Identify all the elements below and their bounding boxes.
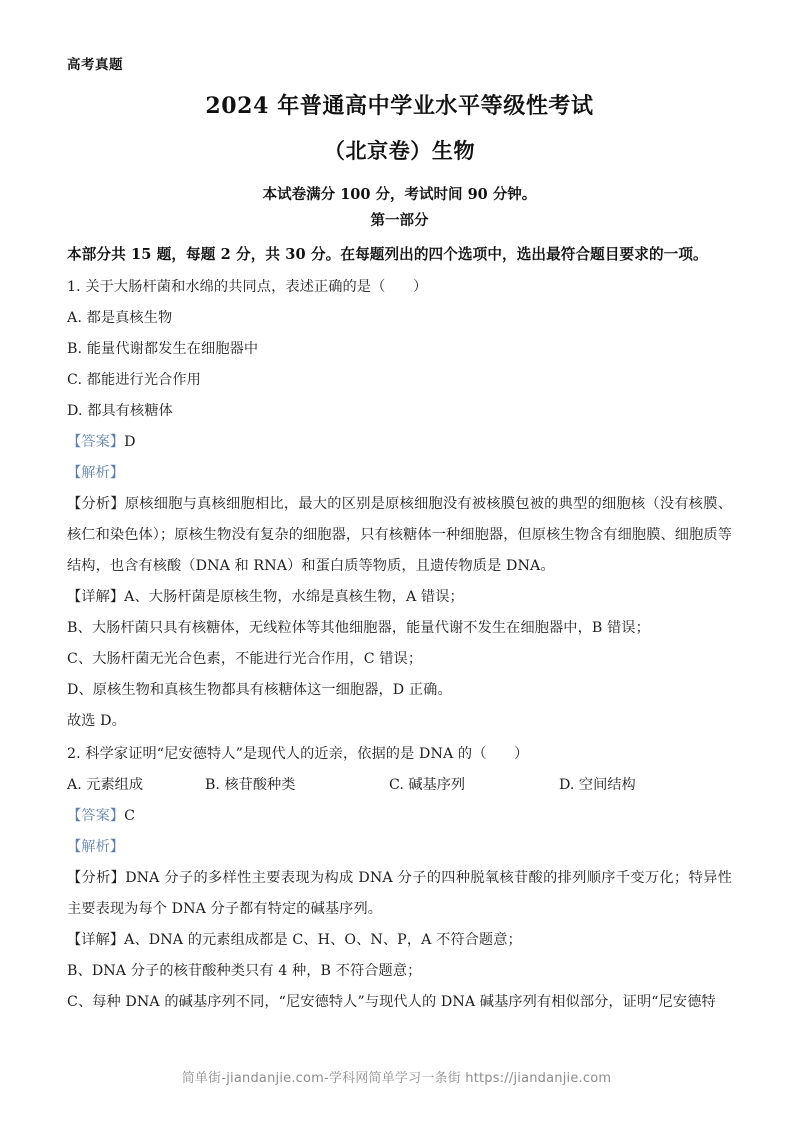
question-2-options-row <box>67 770 732 801</box>
question-2-analysis-row <box>67 832 732 863</box>
analysis-label: 【解析】 <box>67 465 125 481</box>
question-2-stem: 2. 科学家证明“尼安德特人”是现代人的近亲，依据的是 DNA 的（ ） <box>67 746 529 762</box>
question-2-option-d[interactable]: D. 空间结构 <box>559 777 636 793</box>
question-1-option-c[interactable]: C. 都能进行光合作用 <box>67 372 201 388</box>
question-1-stem: 1. 关于大肠杆菌和水绵的共同点，表述正确的是（ ） <box>67 279 428 295</box>
analysis-label: 【解析】 <box>67 839 125 855</box>
question-1-option-b[interactable]: B. 能量代谢都发生在细胞器中 <box>67 341 259 357</box>
section-instruction: 本部分共 15 题，每题 2 分，共 30 分。在每题列出的四个选项中，选出最符合题目要求的一项。 <box>67 246 708 263</box>
question-2-answer-value: C <box>124 808 136 824</box>
question-2-detail-line-2: B、DNA 分子的核苷酸种类只有 4 种，B 不符合题意； <box>67 963 422 979</box>
question-2-detail-line-1: 【详解】A、DNA 的元素组成都是 C、H、O、N、P，A 不符合题意； <box>67 932 522 948</box>
question-2-option-b[interactable]: B. 核苷酸种类 <box>205 777 296 793</box>
question-1-detail-line-2: B、大肠杆菌只具有核糖体，无线粒体等其他细胞器，能量代谢不发生在细胞器中，B 错误； <box>67 620 650 636</box>
question-1-detail-line-4: D、原核生物和真核生物都具有核糖体这一细胞器，D 正确。 <box>67 682 452 698</box>
question-1-analysis-row <box>67 458 732 489</box>
section-part-title: 第一部分 <box>370 212 429 229</box>
exam-info-line: 本试卷满分 100 分，考试时间 90 分钟。 <box>262 186 537 203</box>
answer-label: 【答案】 <box>67 434 125 450</box>
question-2-detail-line-3: C、每种 DNA 的碱基序列不同，“尼安德特人”与现代人的 DNA 碱基序列有相似部分，证明“尼安德特 <box>67 994 716 1010</box>
footer-watermark: 简单街-jiandanjie.com-学科网简单学习一条街 https://jiandanjie.com <box>181 1071 612 1086</box>
question-1-answer-row <box>67 427 732 458</box>
page-title: 2024 年普通高中学业水平等级性考试 <box>205 93 594 119</box>
question-1-detail-line-3: C、大肠杆菌无光合色素，不能进行光合作用，C 错误； <box>67 651 423 667</box>
page-subtitle: （北京卷）生物 <box>323 138 476 163</box>
question-1-analyze-paragraph: 【分析】原核细胞与真核细胞相比，最大的区别是原核细胞没有被核膜包被的典型的细胞核（没有核膜、核仁和染色体）；原核生物没有复杂的细胞器，只有核糖体一种细胞器，但原核生物含有细胞膜、细胞质等结构，也含有核酸（DNA 和 RNA）和蛋白质等物质，且遗传物质是 DNA。 <box>67 496 732 574</box>
question-1-answer-value: D <box>124 434 136 450</box>
question-1-conclusion: 故选 D。 <box>67 713 126 729</box>
question-2-option-a[interactable]: A. 元素组成 <box>67 777 144 793</box>
document-content <box>67 55 732 1018</box>
question-1-option-a[interactable]: A. 都是真核生物 <box>67 310 173 326</box>
question-2-answer-row <box>67 801 732 832</box>
document-tag: 高考真题 <box>67 57 123 73</box>
question-2-option-c[interactable]: C. 碱基序列 <box>389 777 466 793</box>
question-1-option-d[interactable]: D. 都具有核糖体 <box>67 403 173 419</box>
question-1-detail-line-1: 【详解】A、大肠杆菌是原核生物，水绵是真核生物，A 错误； <box>67 589 464 605</box>
question-2-analyze-paragraph: 【分析】DNA 分子的多样性主要表现为构成 DNA 分子的四种脱氧核苷酸的排列顺序千变万化；特异性主要表现为每个 DNA 分子都有特定的碱基序列。 <box>67 870 732 917</box>
answer-label: 【答案】 <box>67 808 125 824</box>
